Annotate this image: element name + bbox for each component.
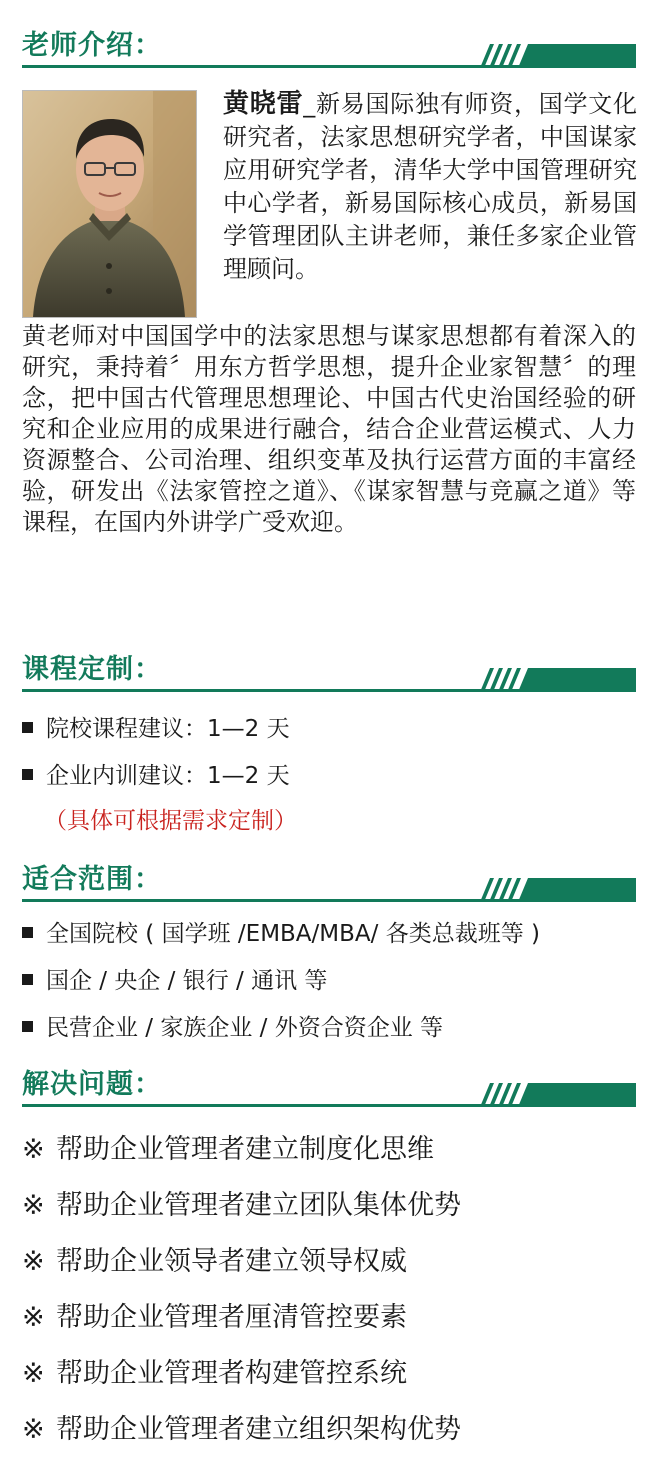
course-item-text: 企业内训建议：1—2 天 [46, 763, 290, 789]
reference-mark-icon: ※ [22, 1246, 45, 1277]
bullet-square-icon [22, 974, 33, 985]
bullet-square-icon [22, 769, 33, 780]
course-list [22, 706, 642, 800]
section-title-course: 课程定制： [22, 654, 162, 685]
bullet-square-icon [22, 722, 33, 733]
bullet-square-icon [22, 1021, 33, 1032]
teacher-name: 黄晓雷 [223, 89, 304, 119]
section-header-teacher [22, 28, 636, 68]
problem-item-text: 帮助企业管理者建立团队集体优势 [56, 1190, 461, 1221]
list-item [22, 1005, 642, 1052]
section-bar-decoration [478, 1083, 636, 1107]
section-title-audience: 适合范围： [22, 864, 162, 895]
section-header-course [22, 652, 636, 692]
teacher-name-dash: _ [303, 90, 316, 118]
section-bar-decoration [478, 878, 636, 902]
reference-mark-icon: ※ [22, 1302, 45, 1333]
list-item [22, 1178, 636, 1234]
problem-item-text: 帮助企业管理者构建管控系统 [56, 1358, 407, 1389]
teacher-photo [22, 90, 197, 318]
teacher-bio-side-text: 新易国际独有师资，国学文化研究者，法家思想研究学者，中国谋家应用研究学者，清华大学中国管理研究中心学者，新易国际核心成员，新易国学管理团队主讲老师，兼任多家企业管理顾问。 [223, 90, 637, 283]
problem-item-text: 帮助企业管理者建立制度化思维 [56, 1134, 434, 1165]
section-bar-decoration [478, 668, 636, 692]
section-title-problems: 解决问题： [22, 1069, 162, 1100]
section-header-problems [22, 1067, 636, 1107]
reference-mark-icon: ※ [22, 1190, 45, 1221]
reference-mark-icon: ※ [22, 1358, 45, 1389]
problem-item-text: 帮助企业管理者建立组织架构优势 [56, 1414, 461, 1445]
list-item [22, 1234, 636, 1290]
reference-mark-icon: ※ [22, 1414, 45, 1445]
list-item [22, 706, 642, 753]
course-item-text: 院校课程建议：1—2 天 [46, 716, 290, 742]
teacher-bio-side [223, 88, 637, 286]
course-note: （具体可根据需求定制） [44, 808, 297, 834]
bullet-square-icon [22, 927, 33, 938]
list-item [22, 1122, 636, 1178]
audience-item-text: 全国院校 ( 国学班 /EMBA/MBA/ 各类总裁班等 ) [46, 921, 540, 947]
section-title-teacher: 老师介绍： [22, 30, 162, 61]
list-item [22, 1290, 636, 1346]
section-header-audience [22, 862, 636, 902]
list-item [22, 911, 642, 958]
audience-list [22, 911, 642, 1052]
reference-mark-icon: ※ [22, 1134, 45, 1165]
audience-item-text: 民营企业 / 家族企业 / 外资合资企业 等 [46, 1015, 444, 1041]
problem-item-text: 帮助企业管理者厘清管控要素 [56, 1302, 407, 1333]
problems-list [22, 1122, 636, 1458]
list-item [22, 1346, 636, 1402]
problem-item-text: 帮助企业领导者建立领导权威 [56, 1246, 407, 1277]
list-item [22, 958, 642, 1005]
section-bar-decoration [478, 44, 636, 68]
list-item [22, 1402, 636, 1458]
list-item [22, 753, 642, 800]
teacher-bio-full: 黄老师对中国国学中的法家思想与谋家思想都有着深入的研究，秉持着〞用东方哲学思想，提升企业家智慧〞的理念，把中国古代管理思想理论、中国古代史治国经验的研究和企业应用的成果进行融合，结合企业营运模式、人力资源整合、公司治理、组织变革及执行运营方面的丰富经验，研发出《法家管控之道》、《谋家智慧与竞赢之道》等课程，在国内外讲学广受欢迎。 [22, 322, 636, 536]
audience-item-text: 国企 / 央企 / 银行 / 通讯 等 [46, 968, 328, 994]
